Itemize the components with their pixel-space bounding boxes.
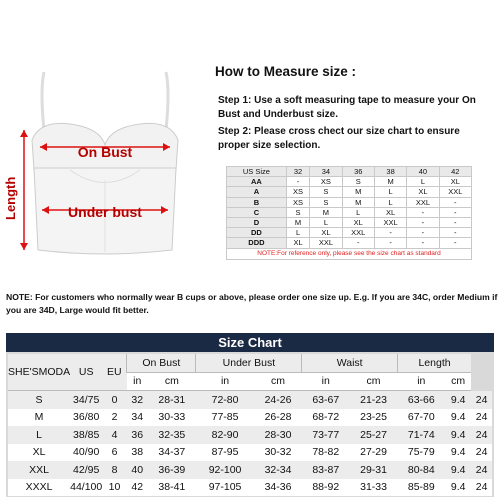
size-cell: 88-92 <box>312 481 340 494</box>
size-cell: 8 <box>111 463 118 476</box>
size-cell: 75-79 <box>407 446 435 459</box>
size-cell: 68-72 <box>312 411 340 424</box>
bustier-illustration <box>0 50 210 300</box>
cup-size-cell: - <box>407 228 439 238</box>
size-cell: 10 <box>108 481 121 494</box>
size-cell: 34-36 <box>264 481 292 494</box>
on-bust-label: On Bust <box>77 144 133 160</box>
cup-size-cell: XS <box>286 197 309 207</box>
size-cell: 6 <box>111 446 118 459</box>
unit-cell: cm <box>254 372 302 391</box>
size-chart-group-row <box>8 354 492 372</box>
cup-size-cell: L <box>374 197 406 207</box>
size-cell: 63-66 <box>407 393 435 406</box>
cup-label-cell: A <box>227 187 287 197</box>
col-length: Length <box>397 354 471 372</box>
cup-size-cell: - <box>439 217 471 227</box>
cup-size-cell: XS <box>286 187 309 197</box>
col-on-bust: On Bust <box>127 354 196 372</box>
cup-size-cell: - <box>286 177 309 187</box>
cup-header-cell: US Size <box>227 167 287 177</box>
cup-row <box>227 228 472 238</box>
cup-header-cell: 40 <box>407 167 439 177</box>
howto-title: How to Measure size : <box>215 64 357 79</box>
size-cell: L <box>36 428 42 441</box>
cup-size-table <box>226 166 472 260</box>
unit-cell: in <box>302 372 350 391</box>
size-cell: 24 <box>475 411 488 424</box>
size-cell: 9.4 <box>450 446 466 459</box>
size-cell: 83-87 <box>312 463 340 476</box>
cup-size-cell: XL <box>407 187 439 197</box>
step-1-text: Step 1: Use a soft measuring tape to measure your On Bust and Underbust size. <box>218 95 476 120</box>
cup-size-cell: XL <box>342 217 374 227</box>
product-image <box>0 50 210 300</box>
cup-label-cell: B <box>227 197 287 207</box>
cup-row <box>227 177 472 187</box>
cup-row <box>227 217 472 227</box>
cup-size-cell: XXL <box>310 238 342 248</box>
size-cell: 42 <box>131 481 144 494</box>
size-cell: XL <box>32 446 46 459</box>
size-cell: 21-23 <box>360 393 387 406</box>
size-cell: 30-33 <box>158 411 186 424</box>
size-cell: 2 <box>111 411 118 424</box>
size-cell: 24 <box>475 463 488 476</box>
cup-row <box>227 238 472 248</box>
cup-label-cell: C <box>227 207 287 217</box>
size-cell: 28-30 <box>264 428 292 441</box>
cup-size-cell: M <box>374 177 406 187</box>
cup-size-cell: XL <box>310 228 342 238</box>
col-brand-size: SHE'SMODA <box>8 354 70 391</box>
cup-label-cell: DD <box>227 228 287 238</box>
size-cell: 9.4 <box>450 428 466 441</box>
cup-size-cell: L <box>286 228 309 238</box>
size-cell: 24 <box>475 446 488 459</box>
size-cell: 28-31 <box>158 393 186 406</box>
size-cell: 9.4 <box>450 481 466 494</box>
size-row <box>8 461 492 479</box>
size-cell: 24-26 <box>264 393 292 406</box>
cup-size-cell: M <box>286 217 309 227</box>
size-cell: 38/85 <box>73 428 100 441</box>
cup-row <box>227 207 472 217</box>
size-cell: 38 <box>131 446 144 459</box>
size-cell: 24 <box>475 481 488 494</box>
size-cell: 36-39 <box>158 463 186 476</box>
size-cell: XXL <box>29 463 49 476</box>
cup-size-cell: - <box>407 238 439 248</box>
cup-size-cell: XXL <box>407 197 439 207</box>
size-cell: 34 <box>131 411 144 424</box>
col-waist: Waist <box>302 354 398 372</box>
cup-size-cell: XS <box>310 177 342 187</box>
cup-size-cell: - <box>407 217 439 227</box>
size-cell: 31-33 <box>360 481 387 494</box>
size-cell: 29-31 <box>360 463 387 476</box>
size-cell: 63-67 <box>312 393 340 406</box>
size-cell: 25-27 <box>360 428 387 441</box>
fit-note: NOTE: For customers who normally wear B cups or above, please order one size up. E.g. If you are 34C, order Medium if you are 34D, Large would fit better. <box>6 292 498 315</box>
size-cell: 82-90 <box>211 428 239 441</box>
cup-header-cell: 38 <box>374 167 406 177</box>
size-cell: 9.4 <box>450 463 466 476</box>
size-cell: 42/95 <box>73 463 100 476</box>
unit-cell: cm <box>148 372 196 391</box>
size-row <box>8 479 492 497</box>
size-cell: 38-41 <box>158 481 186 494</box>
cup-size-cell: - <box>439 207 471 217</box>
cup-header-cell: 36 <box>342 167 374 177</box>
size-cell: 26-28 <box>264 411 292 424</box>
size-cell: 32-35 <box>158 428 186 441</box>
cup-size-cell: L <box>407 177 439 187</box>
cup-row <box>227 197 472 207</box>
cup-size-cell: XXL <box>439 187 471 197</box>
cup-label-cell: D <box>227 217 287 227</box>
size-cell: 71-74 <box>407 428 435 441</box>
size-cell: 34-37 <box>158 446 186 459</box>
size-cell: XXXL <box>25 481 53 494</box>
size-cell: 0 <box>111 393 118 406</box>
size-cell: 73-77 <box>312 428 340 441</box>
size-cell: 9.4 <box>450 411 466 424</box>
size-cell: 97-105 <box>208 481 242 494</box>
unit-cell: in <box>127 372 148 391</box>
size-cell: 85-89 <box>407 481 435 494</box>
size-cell: 72-80 <box>211 393 239 406</box>
size-cell: S <box>35 393 43 406</box>
size-row <box>8 391 492 409</box>
cup-size-cell: L <box>374 187 406 197</box>
unit-cell: in <box>196 372 254 391</box>
size-row <box>8 409 492 427</box>
cup-size-cell: - <box>342 238 374 248</box>
size-cell: 32 <box>131 393 144 406</box>
size-chart-title: Size Chart <box>6 333 494 352</box>
size-cell: 34/75 <box>73 393 100 406</box>
cup-size-cell: XXL <box>374 217 406 227</box>
cup-header-cell: 34 <box>310 167 342 177</box>
size-cell: 44/100 <box>70 481 103 494</box>
cup-row <box>227 187 472 197</box>
size-cell: 87-95 <box>211 446 239 459</box>
size-cell: 30-32 <box>264 446 292 459</box>
cup-size-cell: - <box>374 238 406 248</box>
size-cell: 78-82 <box>312 446 340 459</box>
cup-header-cell: 32 <box>286 167 309 177</box>
cup-size-cell: - <box>407 207 439 217</box>
length-label: Length <box>3 176 18 220</box>
unit-cell: cm <box>445 372 471 391</box>
size-cell: 27-29 <box>360 446 387 459</box>
cup-size-cell: - <box>439 228 471 238</box>
cup-size-cell: M <box>342 187 374 197</box>
cup-size-cell: XL <box>439 177 471 187</box>
cup-size-cell: M <box>310 207 342 217</box>
size-cell: 32-34 <box>264 463 292 476</box>
size-chart <box>6 333 494 497</box>
cup-size-cell: S <box>286 207 309 217</box>
cup-size-cell: - <box>374 228 406 238</box>
under-bust-label: Under bust <box>68 204 142 220</box>
size-cell: 36 <box>131 428 144 441</box>
cup-size-cell: L <box>310 217 342 227</box>
size-row <box>8 444 492 462</box>
size-row <box>8 426 492 444</box>
col-eu: EU <box>102 354 127 391</box>
size-cell: 24 <box>475 428 488 441</box>
col-us: US <box>70 354 102 391</box>
size-cell: 92-100 <box>208 463 242 476</box>
cup-header-cell: 42 <box>439 167 471 177</box>
size-cell: 9.4 <box>450 393 466 406</box>
cup-size-cell: M <box>342 197 374 207</box>
unit-cell: in <box>397 372 445 391</box>
reference-note: NOTE:For reference only, please see the size chart as standard <box>226 249 472 260</box>
unit-cell: cm <box>350 372 398 391</box>
cup-label-cell: AA <box>227 177 287 187</box>
cup-size-cell: XXL <box>342 228 374 238</box>
cup-label-cell: DDD <box>227 238 287 248</box>
step-2-text: Step 2: Please cross chect our size chart to ensure proper size selection. <box>218 126 460 151</box>
size-cell: 4 <box>111 428 118 441</box>
cup-size-cell: XL <box>286 238 309 248</box>
size-cell: 40/90 <box>73 446 100 459</box>
cup-size-cell: - <box>439 197 471 207</box>
col-under-bust: Under Bust <box>196 354 302 372</box>
size-cell: 23-25 <box>360 411 387 424</box>
size-cell: 40 <box>131 463 144 476</box>
cup-size-cell: S <box>342 177 374 187</box>
size-cell: 24 <box>475 393 488 406</box>
size-cell: 36/80 <box>73 411 100 424</box>
cup-size-cell: S <box>310 197 342 207</box>
cup-size-cell: S <box>310 187 342 197</box>
size-cell: 67-70 <box>407 411 435 424</box>
cup-size-cell: L <box>342 207 374 217</box>
size-cell: M <box>34 411 44 424</box>
size-cell: 77-85 <box>211 411 239 424</box>
cup-size-cell: - <box>439 238 471 248</box>
size-cell: 80-84 <box>407 463 435 476</box>
cup-size-header-row <box>227 167 472 177</box>
cup-size-cell: XL <box>374 207 406 217</box>
